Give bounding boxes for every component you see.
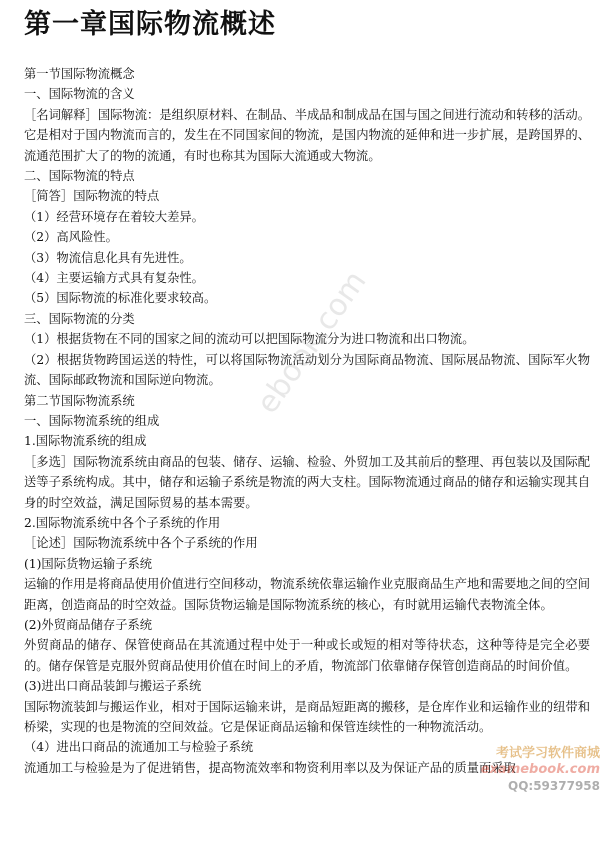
watermark: ebook.com xyxy=(250,264,374,421)
subsection-heading: 三、国际物流的分类 xyxy=(24,311,135,326)
topic-heading: 1.国际物流系统的组成 xyxy=(24,434,147,449)
section-heading: 第二节国际物流系统 xyxy=(24,393,135,408)
definition-paragraph: ［名词解释］国际物流：是组织原材料、在制品、半成品和制成品在国与国之间进行流动和转移的活动。它是相对于国内物流而言的，发生在不同国家间的物流，是国内物流的延伸和进一步扩展，是跨国界的、流通范围扩大了的物的流通，有时也称其为国际大流通或大物流。 xyxy=(24,107,590,163)
list-item: （5）国际物流的标准化要求较高。 xyxy=(24,291,217,306)
paragraph: 流通加工与检验是为了促进销售，提高物流效率和物资利用率以及为保证产品的质量而采取 xyxy=(24,760,516,775)
topic-heading: （4）进出口商品的流通加工与检验子系统 xyxy=(24,740,254,755)
list-item: （2）根据货物跨国运送的特性，可以将国际物流活动划分为国际商品物流、国际展品物流、国际军火物流、国际邮政物流和国际逆向物流。 xyxy=(24,352,590,388)
paragraph: 外贸商品的储存、保管使商品在其流通过程中处于一种或长或短的相对等待状态，这种等待是完全必要的。储存保管是克服外贸商品使用价值在时间上的矛盾，物流部门依靠储存保管创造商品的时间价值。 xyxy=(24,638,590,673)
list-item: （1）根据货物在不同的国家之间的流动可以把国际物流分为进口物流和出口物流。 xyxy=(24,332,475,347)
subsection-heading: 二、国际物流的特点 xyxy=(24,169,135,184)
list-item: （3）物流信息化具有先进性。 xyxy=(24,250,192,265)
stamp-line: 考试学习软件商城 xyxy=(495,746,600,761)
section-heading: 第一节国际物流概念 xyxy=(24,67,135,81)
question-label: ［简答］国际物流的特点 xyxy=(24,189,160,204)
topic-heading: (1)国际货物运输子系统 xyxy=(24,556,153,571)
paragraph: 运输的作用是将商品使用价值进行空间移动，物流系统依靠运输作业克服商品生产地和需要地之间的空间距离，创造商品的时空效益。国际货物运输是国际物流系统的核心，有时就用运输代表物流全体。 xyxy=(24,577,590,612)
subsection-heading: 一、国际物流系统的组成 xyxy=(24,413,160,428)
question-label: ［论述］国际物流系统中各个子系统的作用 xyxy=(24,536,258,551)
topic-heading: (2)外贸商品储存子系统 xyxy=(24,617,153,632)
paragraph: ［多选］国际物流系统由商品的包装、储存、运输、检验、外贸加工及其前后的整理、再包装以及国际配送等子系统构成。其中，储存和运输子系统是物流的两大支柱。国际物流通过商品的储存和运输实现其自身的时空效益，满足国际贸易的基本需要。 xyxy=(24,454,590,510)
list-item: （2）高风险性。 xyxy=(24,230,118,245)
content xyxy=(24,64,590,778)
chapter-title: 第一章国际物流概述 xyxy=(24,9,276,40)
subsection-heading: 一、国际物流的含义 xyxy=(24,87,135,102)
stamp-line: QQ:59377958 xyxy=(508,779,600,793)
stamp-line: examebook.com xyxy=(480,762,600,777)
watermark-stamp xyxy=(460,746,600,794)
topic-heading: 2.国际物流系统中各个子系统的作用 xyxy=(24,515,221,530)
list-item: （1）经营环境存在着较大差异。 xyxy=(24,209,204,224)
list-item: （4）主要运输方式具有复杂性。 xyxy=(24,271,204,286)
topic-heading: (3)进出口商品装卸与搬运子系统 xyxy=(24,679,202,694)
paragraph: 国际物流装卸与搬运作业，相对于国际运输来讲，是商品短距离的搬移，是仓库作业和运输作业的纽带和桥梁，实现的也是物流的空间效益。它是保证商品运输和保管连续性的一种物流活动。 xyxy=(24,699,590,734)
